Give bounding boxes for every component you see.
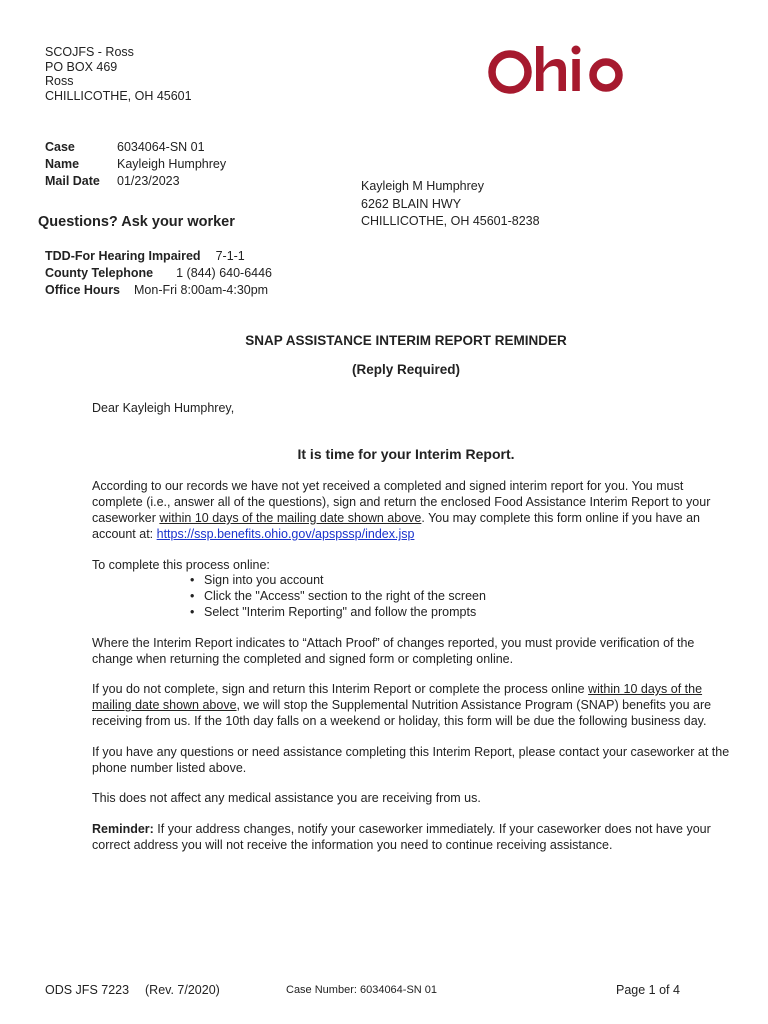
ohio-logo [486,40,636,100]
case-value: 6034064-SN 01 [117,140,205,154]
section-heading: It is time for your Interim Report. [297,446,515,462]
phone-label: County Telephone [45,266,154,280]
paragraph-questions: If you have any questions or need assistance completing this Interim Report, please contact your caseworker at the phone number listed above. [92,745,730,775]
online-intro: To complete this process online: [92,558,270,572]
recipient-street: 6262 BLAIN HWY [361,196,462,211]
tdd-value: 7-1-1 [215,249,245,263]
online-steps-list [190,572,486,620]
p3-text-a: If you do not complete, sign and return this Interim Report or complete the process online [92,682,589,696]
case-label: Case [45,140,75,154]
phone-value: 1 (844) 640-6446 [176,266,273,280]
questions-heading: Questions? Ask your worker [38,214,235,230]
p3-text-b: , we will stop the Supplemental Nutrition Assistance Program (SNAP) benefits you are receiving from us. If the 10th day falls on a weekend or holiday, this form will be due the following business day. [92,698,712,728]
footer-case-number: Case Number: 6034064-SN 01 [286,984,438,996]
paragraph-text [92,821,732,853]
p3-deadline: within 10 days of the mailing date shown above [92,682,703,712]
recipient-address [361,178,540,231]
hours-value: Mon-Fri 8:00am-4:30pm [134,283,269,297]
mail-date-value: 01/23/2023 [117,174,180,188]
paragraph-attach-proof: Where the Interim Report indicates to “Attach Proof” of changes reported, you must provide verification of the change when returning the completed and signed form or completing online. [92,636,695,666]
contact-info [45,249,272,300]
sender-line: Ross [45,74,74,88]
p1-text-a: According to our records we have not yet received a completed and signed interim report for you. You must complete (i.e., answer all of the questions), sign and return the enclosed Food Assistance Interim Report to your caseworker [92,479,711,525]
reminder-label: Reminder: [92,822,154,836]
hours-row [45,283,272,300]
tdd-label: TDD-For Hearing Impaired [45,249,201,263]
reminder-text: If your address changes, notify your caseworker immediately. If your caseworker does not have your correct address you will not receive the information you need to continue receiving assistance. [92,822,711,852]
mail-date-label: Mail Date [45,174,100,188]
form-number: ODS JFS 7223 [45,983,130,997]
document-subtitle: (Reply Required) [351,362,460,377]
case-info-table [45,140,226,191]
sender-address [45,45,192,103]
paragraph-text [92,681,732,729]
p1-text-b: . You may complete this form online if you have an account at: [92,511,701,541]
recipient-city: CHILLICOTHE, OH 45601-8238 [361,214,540,228]
hours-label: Office Hours [45,283,121,297]
page-number: Page 1 of 4 [616,983,680,997]
benefits-portal-link[interactable]: https://ssp.benefits.ohio.gov/apspssp/index.jsp [156,527,415,541]
name-label: Name [45,157,80,171]
recipient-name: Kayleigh M Humphrey [361,179,484,193]
phone-row [45,266,272,283]
list-item: • Click the "Access" section to the right of the screen [190,588,486,604]
paragraph-medical: This does not affect any medical assistance you are receiving from us. [92,791,481,805]
sender-line: SCOJFS - Ross [45,45,134,59]
document-title: SNAP ASSISTANCE INTERIM REPORT REMINDER [245,333,567,348]
greeting: Dear Kayleigh Humphrey, [92,401,235,415]
paragraph-records [92,478,732,542]
name-value: Kayleigh Humphrey [117,157,227,171]
form-revision: (Rev. 7/2020) [145,983,220,997]
tdd-row [45,249,272,266]
p1-deadline: within 10 days of the mailing date shown above [159,511,422,525]
list-item: • Select "Interim Reporting" and follow the prompts [190,604,486,620]
paragraph-text [92,478,732,542]
list-item: • Sign into you account [190,572,486,588]
sender-line: PO BOX 469 [45,59,118,74]
sender-line: CHILLICOTHE, OH 45601 [45,88,192,103]
paragraph-reminder [92,821,732,853]
paragraph-deadline [92,681,732,729]
